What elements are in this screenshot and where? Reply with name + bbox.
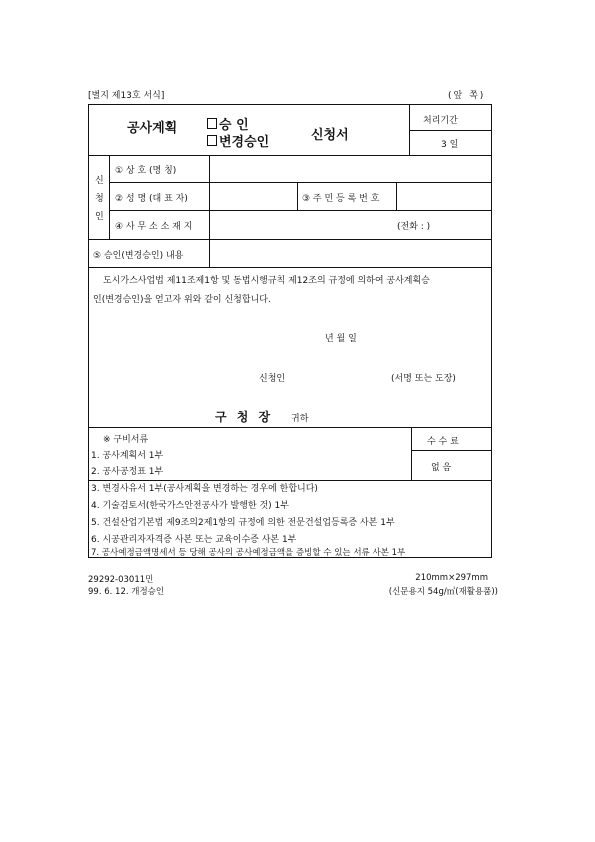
statement-line-1: 도시가스사업법 제11조제1항 및 동법시행규칙 제12조의 규정에 의하여 공사계획승	[103, 276, 430, 286]
application-form	[88, 104, 492, 558]
title-option-change-approval[interactable]	[207, 131, 269, 150]
form-code: 29292-03011민	[88, 575, 154, 585]
document-item: 3. 변경사유서 1부(공사계획을 변경하는 경우에 한합니다)	[91, 484, 318, 494]
date-line: 년 월 일	[325, 334, 357, 344]
documents-heading: ※ 구비서류	[103, 435, 149, 445]
applicant-side-2: 청	[95, 194, 104, 204]
fee-value: 없 음	[431, 463, 452, 473]
processing-period-label: 처리기간	[423, 116, 458, 126]
company-name-label: ① 상 호 (명 칭)	[115, 166, 177, 176]
statement-line-2: 인(변경승인)을 얻고자 위와 같이 신청합니다.	[93, 295, 271, 305]
document-item: 1. 공사계획서 1부	[91, 451, 164, 461]
paper-size: 210mm×297mm	[415, 573, 488, 583]
change-approval-checkbox[interactable]	[207, 135, 217, 146]
document-item: 2. 공사공정표 1부	[91, 467, 164, 477]
recipient-title: 구 청 장	[215, 410, 274, 424]
form-number: [별지 제13호 서식]	[88, 91, 165, 101]
form-approval-date: 99. 6. 12. 개정승인	[88, 587, 165, 597]
phone-label: (전화 : )	[397, 222, 431, 232]
applicant-side-3: 인	[95, 212, 104, 222]
fee-label: 수 수 료	[427, 437, 459, 447]
paper-type: (신문용지 54g/㎡(재활용품))	[388, 587, 498, 597]
document-item: 4. 기술검토서(한국가스안전공사가 발행한 것) 1부	[91, 501, 289, 511]
document-item: 7. 공사예정금액명세서 등 당해 공사의 공사예정금액을 증빙할 수 있는 서류 사본 1부	[91, 548, 406, 558]
document-item: 6. 시공관리자자격증 사본 또는 교육이수증 사본 1부	[91, 535, 297, 545]
approval-checkbox[interactable]	[207, 118, 217, 129]
representative-name-label: ② 성 명 (대 표 자)	[115, 194, 188, 204]
page-side-label: (앞 쪽)	[448, 91, 486, 101]
signer-label: 신청인	[259, 374, 286, 384]
applicant-side-1: 신	[95, 176, 104, 186]
signature-hint: (서명 또는 도장)	[391, 374, 456, 384]
document-item: 5. 건설산업기본법 제9조의2제1항의 규정에 의한 전문건설업등록증 사본 1부	[91, 518, 395, 528]
title-option-approval-label: 승 인	[219, 118, 249, 133]
recipient-suffix: 귀하	[291, 414, 309, 424]
processing-period-value: 3 일	[441, 140, 459, 150]
approval-content-label: ⑤ 승인(변경승인) 내용	[93, 251, 184, 261]
office-address-label: ④ 사 무 소 소 재 지	[115, 222, 193, 232]
form-title-main: 공사계획	[127, 121, 178, 136]
title-option-change-label: 변경승인	[219, 135, 270, 150]
form-title-tail: 신청서	[311, 128, 349, 143]
resident-number-label: ③ 주 민 등 록 번 호	[302, 194, 380, 204]
